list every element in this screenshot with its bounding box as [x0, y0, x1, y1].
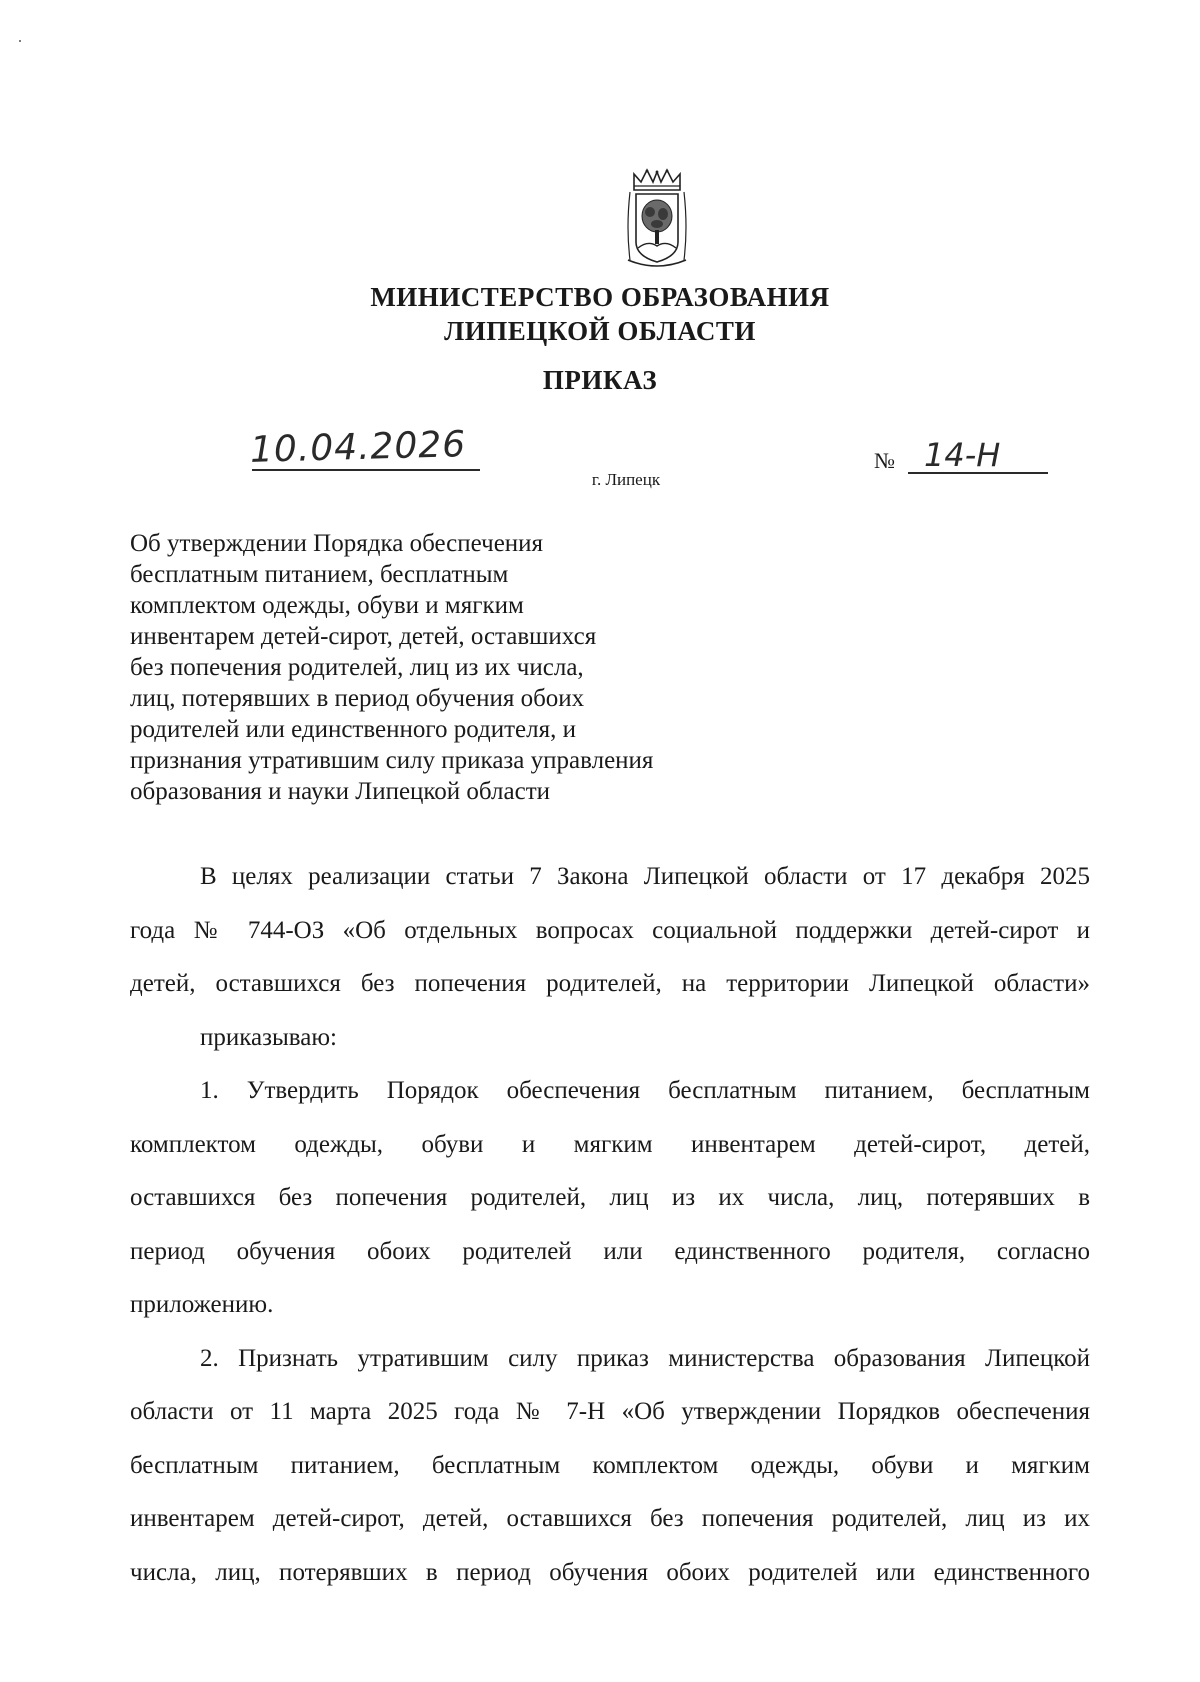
order-word: приказываю: [200, 1023, 337, 1051]
title-line: Об утверждении Порядка обеспечения [130, 530, 544, 557]
ministry-name-line-2: ЛИПЕЦКОЙ ОБЛАСТИ [444, 316, 756, 346]
title-line: без попечения родителей, лиц из их числа, [130, 654, 584, 681]
item-1-line: приложению. [130, 1291, 274, 1318]
preamble-line: В целях реализации статьи 7 Закона Липецкой области от 17 декабря 2025 [200, 863, 1090, 890]
item-2-line: бесплатным питанием, бесплатным комплектом одежды, обуви и мягким [130, 1451, 1090, 1479]
item-1-line: период обучения обоих родителей или единственного родителя, согласно [130, 1237, 1090, 1265]
title-line: лиц, потерявших в период обучения обоих [130, 685, 585, 712]
ministry-name-line-1: МИНИСТЕРСТВО ОБРАЗОВАНИЯ [370, 282, 830, 312]
title-line: комплектом одежды, обуви и мягким [130, 592, 524, 619]
document-title [130, 528, 770, 807]
item-1-line: комплектом одежды, обуви и мягким инвентарем детей-сирот, детей, [130, 1130, 1090, 1158]
number-sign: № [874, 448, 895, 473]
document-number-value: 14-Н [924, 436, 1001, 474]
document-date-value: 10.04.2026 [249, 424, 467, 471]
title-line: инвентарем детей-сирот, детей, оставшихся [130, 623, 597, 650]
item-1-line: 1. Утвердить Порядок обеспечения бесплатным питанием, бесплатным [200, 1077, 1090, 1104]
title-line: бесплатным питанием, бесплатным [130, 561, 509, 588]
document-type: ПРИКАЗ [542, 365, 658, 395]
preamble-line: года № 744-ОЗ «Об отдельных вопросах социальной поддержки детей-сирот и [130, 916, 1090, 944]
document-date [250, 425, 494, 471]
item-2-line: инвентарем детей-сирот, детей, оставшихся без попечения родителей, лиц из их [130, 1505, 1090, 1532]
title-line: образования и науки Липецкой области [130, 778, 550, 805]
scan-speck [19, 40, 21, 42]
lipetsk-coat-of-arms-icon [624, 168, 690, 272]
item-2-line: числа, лиц, потерявших в период обучения обоих родителей или единственного [130, 1558, 1090, 1586]
title-line: родителей или единственного родителя, и [130, 716, 576, 743]
title-line: признания утратившим силу приказа управления [130, 747, 654, 774]
preamble-line: детей, оставшихся без попечения родителей, на территории Липецкой области» [130, 970, 1090, 997]
item-2-line: 2. Признать утратившим силу приказ министерства образования Липецкой [200, 1344, 1090, 1372]
document-city: г. Липецк [591, 470, 661, 489]
document-body [130, 850, 1090, 1599]
item-2-line: области от 11 марта 2025 года № 7-Н «Об утверждении Порядков обеспечения [130, 1398, 1090, 1425]
item-1-line: оставшихся без попечения родителей, лиц из их числа, лиц, потерявших в [130, 1184, 1090, 1211]
